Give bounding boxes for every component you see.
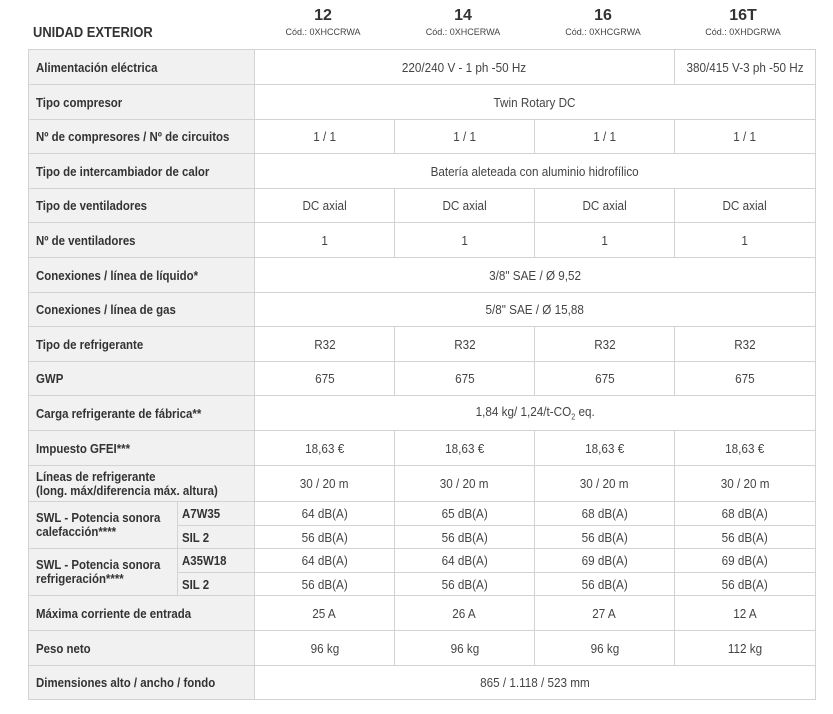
table-row — [29, 154, 816, 189]
row-label: Tipo de refrigerante — [29, 327, 255, 362]
row-label: Tipo compresor — [29, 85, 255, 120]
row-label: GWP — [29, 362, 255, 396]
table-row — [29, 50, 816, 85]
cell-value: 18,63 € — [535, 431, 675, 466]
model-header-14 — [393, 6, 533, 38]
table-title: UNIDAD EXTERIOR — [33, 24, 153, 41]
model-code: Cód.: 0XHCGRWA — [565, 27, 641, 37]
cell-value: 56 dB(A) — [255, 526, 395, 549]
row-sublabel: A7W35 — [178, 502, 255, 526]
table-row — [29, 596, 816, 631]
cell-value: 30 / 20 m — [395, 466, 535, 502]
cell-value: Batería aleteada con aluminio hidrofílico — [255, 154, 816, 189]
cell-value: R32 — [395, 327, 535, 362]
table-row — [29, 223, 816, 258]
cell-value: 56 dB(A) — [675, 573, 816, 596]
cell-value: 56 dB(A) — [395, 573, 535, 596]
cell-value: 3/8" SAE / Ø 9,52 — [255, 258, 816, 293]
cell-value: 56 dB(A) — [255, 573, 395, 596]
row-sublabel: A35W18 — [178, 549, 255, 573]
cell-value: DC axial — [675, 189, 816, 223]
cell-value: DC axial — [535, 189, 675, 223]
row-label: Tipo de intercambiador de calor — [29, 154, 255, 189]
cell-value: 96 kg — [535, 631, 675, 666]
table-row — [29, 549, 816, 573]
row-label: Impuesto GFEI*** — [29, 431, 255, 466]
cell-value: 18,63 € — [395, 431, 535, 466]
cell-value: R32 — [255, 327, 395, 362]
cell-value: 1 / 1 — [395, 120, 535, 154]
row-label: Conexiones / línea de gas — [29, 293, 255, 327]
row-label: Carga refrigerante de fábrica** — [29, 396, 255, 431]
cell-value: 1 — [535, 223, 675, 258]
cell-value: 675 — [675, 362, 816, 396]
cell-value: 56 dB(A) — [395, 526, 535, 549]
cell-value: 1 / 1 — [535, 120, 675, 154]
table-row — [29, 85, 816, 120]
cell-value: 65 dB(A) — [395, 502, 535, 526]
table-row — [29, 327, 816, 362]
cell-value: Twin Rotary DC — [255, 85, 816, 120]
cell-value: 1 / 1 — [675, 120, 816, 154]
model-code: Cód.: 0XHCERWA — [425, 27, 501, 37]
cell-value: 69 dB(A) — [535, 549, 675, 573]
table-row — [29, 396, 816, 431]
cell-value: 27 A — [535, 596, 675, 631]
cell-value: 30 / 20 m — [535, 466, 675, 502]
table-row — [29, 666, 816, 700]
cell-value: DC axial — [255, 189, 395, 223]
table-row — [29, 189, 816, 223]
cell-value: 12 A — [675, 596, 816, 631]
table-row — [29, 120, 816, 154]
cell-value: 56 dB(A) — [535, 573, 675, 596]
cell-value: 30 / 20 m — [255, 466, 395, 502]
cell-value: R32 — [535, 327, 675, 362]
model-name: 16 — [594, 7, 612, 24]
row-sublabel: SIL 2 — [178, 526, 255, 549]
row-label: Tipo de ventiladores — [29, 189, 255, 223]
table-row — [29, 631, 816, 666]
table-row — [29, 362, 816, 396]
row-label: SWL - Potencia sonora calefacción**** — [29, 502, 178, 549]
cell-value: 69 dB(A) — [675, 549, 816, 573]
cell-value: 865 / 1.118 / 523 mm — [255, 666, 816, 700]
table-row — [29, 258, 816, 293]
cell-value: 1 — [395, 223, 535, 258]
model-code: Cód.: 0XHDGRWA — [705, 27, 781, 37]
cell-value: 30 / 20 m — [675, 466, 816, 502]
cell-value: 675 — [255, 362, 395, 396]
row-label: Dimensiones alto / ancho / fondo — [29, 666, 255, 700]
model-header-12 — [253, 6, 393, 38]
cell-value: 18,63 € — [675, 431, 816, 466]
cell-value: 96 kg — [395, 631, 535, 666]
cell-value: 675 — [535, 362, 675, 396]
row-label: Conexiones / línea de líquido* — [29, 258, 255, 293]
cell-value: 25 A — [255, 596, 395, 631]
cell-value: 56 dB(A) — [535, 526, 675, 549]
cell-value: 56 dB(A) — [675, 526, 816, 549]
cell-value: R32 — [675, 327, 816, 362]
row-label: Nº de ventiladores — [29, 223, 255, 258]
cell-value: 1,84 kg/ $1,24/t-CO_2$ eq. — [255, 396, 816, 431]
cell-value: 18,63 € — [255, 431, 395, 466]
cell-value: 68 dB(A) — [535, 502, 675, 526]
cell-value: 112 kg — [675, 631, 816, 666]
cell-value: 5/8" SAE / Ø 15,88 — [255, 293, 816, 327]
model-header-16t — [673, 6, 813, 38]
spec-table — [28, 49, 816, 700]
table-row — [29, 293, 816, 327]
row-label: SWL - Potencia sonora refrigeración**** — [29, 549, 178, 596]
cell-value: DC axial — [395, 189, 535, 223]
cell-value: 64 dB(A) — [255, 502, 395, 526]
row-label: Máxima corriente de entrada — [29, 596, 255, 631]
table-row — [29, 431, 816, 466]
model-name: 16T — [729, 7, 757, 24]
cell-value: 380/415 V-3 ph -50 Hz — [675, 50, 816, 85]
model-name: 14 — [454, 7, 472, 24]
row-label: Peso neto — [29, 631, 255, 666]
row-sublabel: SIL 2 — [178, 573, 255, 596]
model-header-16 — [533, 6, 673, 38]
cell-value: 96 kg — [255, 631, 395, 666]
model-name: 12 — [314, 7, 332, 24]
cell-value: 64 dB(A) — [395, 549, 535, 573]
table-row — [29, 466, 816, 502]
cell-value: 64 dB(A) — [255, 549, 395, 573]
row-label: Alimentación eléctrica — [29, 50, 255, 85]
cell-value: 26 A — [395, 596, 535, 631]
cell-value: 68 dB(A) — [675, 502, 816, 526]
row-label: Líneas de refrigerante (long. máx/diferencia máx. altura) — [29, 466, 255, 502]
table-row — [29, 502, 816, 526]
model-code: Cód.: 0XHCCRWA — [285, 27, 361, 37]
cell-value: 1 — [675, 223, 816, 258]
row-label: Nº de compresores / Nº de circuitos — [29, 120, 255, 154]
cell-value: 220/240 V - 1 ph -50 Hz — [255, 50, 675, 85]
cell-value: 1 — [255, 223, 395, 258]
cell-value: 675 — [395, 362, 535, 396]
cell-value: 1 / 1 — [255, 120, 395, 154]
